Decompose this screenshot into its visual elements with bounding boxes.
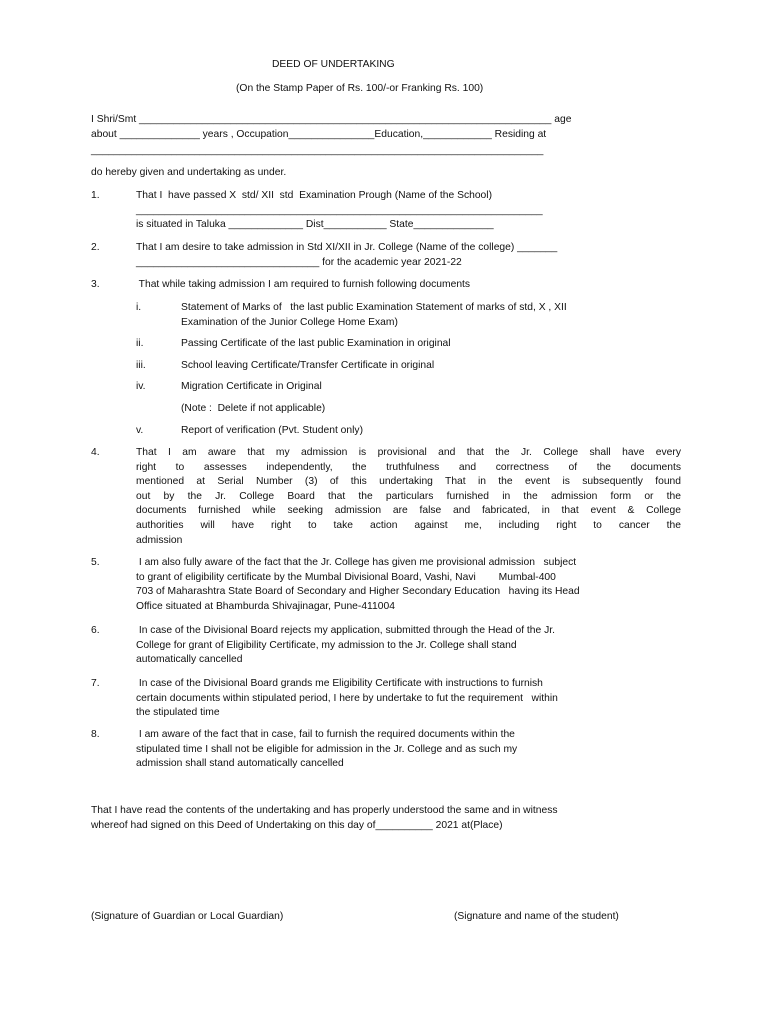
clause-2: [136, 241, 681, 270]
clause-number: 5.: [91, 557, 100, 568]
clause-line: documents furnished while seeking admission are false and fabricated, in that event & College: [136, 505, 681, 517]
clause-line: admission shall stand automatically cancelled: [136, 758, 344, 770]
clause-line: That I am aware that my admission is provisional and that the Jr. College shall have every: [136, 447, 681, 458]
document-title: DEED OF UNDERTAKING: [272, 59, 395, 70]
clause-8: [136, 728, 681, 772]
document-label: i.: [136, 302, 142, 313]
clause-number: 4.: [91, 447, 100, 458]
intro-line-occupation: about ______________ years , Occupation_______________Education,____________ Residing at: [91, 129, 547, 140]
document-line: Report of verification (Pvt. Student only): [181, 425, 363, 436]
clause-line: I am also fully aware of the fact that the Jr. College has given me provisional admission subject: [136, 557, 577, 568]
clause-line: to grant of eligibility certificate by the Mumbal Divisional Board, Vashi, Navi Mumbal-400: [136, 571, 556, 583]
document-item: [181, 337, 681, 352]
clause-number: 8.: [91, 729, 100, 740]
clause-line: In case of the Divisional Board rejects my application, submitted through the Head of the Jr.: [136, 625, 555, 636]
document-line: (Note : Delete if not applicable): [181, 403, 326, 414]
document-subtitle: (On the Stamp Paper of Rs. 100/-or Franking Rs. 100): [236, 83, 484, 94]
intro-line-name: I Shri/Smt ________________________________________________________________________ age: [91, 114, 572, 125]
document-label: v.: [136, 425, 144, 436]
clause-line: Office situated at Bhamburda Shivajinagar, Pune-411004: [136, 600, 395, 612]
clause-number: 2.: [91, 242, 100, 253]
clause-line: out by the Jr. College Board that the particulars furnished in the admission form or the: [136, 490, 681, 502]
clause-line: _______________________________________________________________________: [136, 204, 543, 216]
guardian-signature-label: (Signature of Guardian or Local Guardian): [91, 911, 284, 922]
clause-4: [136, 446, 681, 548]
closing-statement-line2: whereof had signed on this Deed of Undertaking on this day of__________ 2021 at(Place): [91, 820, 503, 831]
clause-line: admission: [136, 534, 183, 546]
document-line: Statement of Marks of the last public Examination Statement of marks of std, X , XII: [181, 302, 567, 313]
clause-1: [136, 189, 681, 233]
clause-number: 3.: [91, 279, 100, 290]
clause-line: mentioned at Serial Number (3) of this undertaking That in the event is subsequently found: [136, 476, 681, 488]
document-note: [181, 402, 681, 417]
clause-line: is situated in Taluka _____________ Dist___________ State______________: [136, 219, 494, 231]
document-label: ii.: [136, 338, 144, 349]
document-line: Migration Certificate in Original: [181, 381, 322, 392]
clause-line: That I have passed X std/ XII std Examination Prough (Name of the School): [136, 190, 492, 201]
clause-line: I am aware of the fact that in case, fail to furnish the required documents within the: [136, 729, 515, 740]
intro-line-residence: _______________________________________________________________________________: [91, 145, 544, 156]
clause-line: College for grant of Eligibility Certificate, my admission to the Jr. College shall stand: [136, 639, 517, 651]
clause-line: In case of the Divisional Board grands me Eligibility Certificate with instructions to furnish: [136, 678, 543, 689]
clause-line: certain documents within stipulated period, I here by undertake to fut the requirement within: [136, 692, 558, 704]
clause-line: That while taking admission I am required to furnish following documents: [136, 279, 471, 290]
clause-line: That I am desire to take admission in Std XI/XII in Jr. College (Name of the college) _______: [136, 242, 558, 253]
clause-line: automatically cancelled: [136, 654, 243, 666]
document-label: iii.: [136, 360, 146, 371]
clause-line: the stipulated time: [136, 707, 220, 719]
document-line: School leaving Certificate/Transfer Certificate in original: [181, 360, 435, 371]
clause-line: stipulated time I shall not be eligible for admission in the Jr. College and as such my: [136, 743, 518, 755]
document-item: [181, 359, 681, 374]
clause-line: right to assesses independently, the truthfulness and correctness of the documents: [136, 461, 681, 473]
document-line: Examination of the Junior College Home Exam): [181, 316, 398, 328]
document-item: [181, 424, 681, 439]
clause-line: ________________________________ for the academic year 2021-22: [136, 256, 462, 268]
clause-number: 1.: [91, 190, 100, 201]
document-label: iv.: [136, 381, 146, 392]
clause-number: 6.: [91, 625, 100, 636]
clause-6: [136, 624, 681, 668]
clause-line: authorities will have right to take action against me, including right to cancer the: [136, 519, 681, 531]
document-item: [181, 380, 681, 395]
clause-5: [136, 556, 681, 614]
clause-7: [136, 677, 681, 721]
student-signature-label: (Signature and name of the student): [454, 911, 619, 922]
document-line: Passing Certificate of the last public Examination in original: [181, 338, 451, 349]
document-item: [181, 301, 681, 330]
closing-statement-line1: That I have read the contents of the undertaking and has properly understood the same and in witness: [91, 805, 558, 816]
clause-line: 703 of Maharashtra State Board of Secondary and Higher Secondary Education having its Head: [136, 586, 580, 598]
clause-number: 7.: [91, 678, 100, 689]
clause-3: [136, 278, 681, 293]
intro-line-undertaking: do hereby given and undertaking as under.: [91, 167, 287, 178]
